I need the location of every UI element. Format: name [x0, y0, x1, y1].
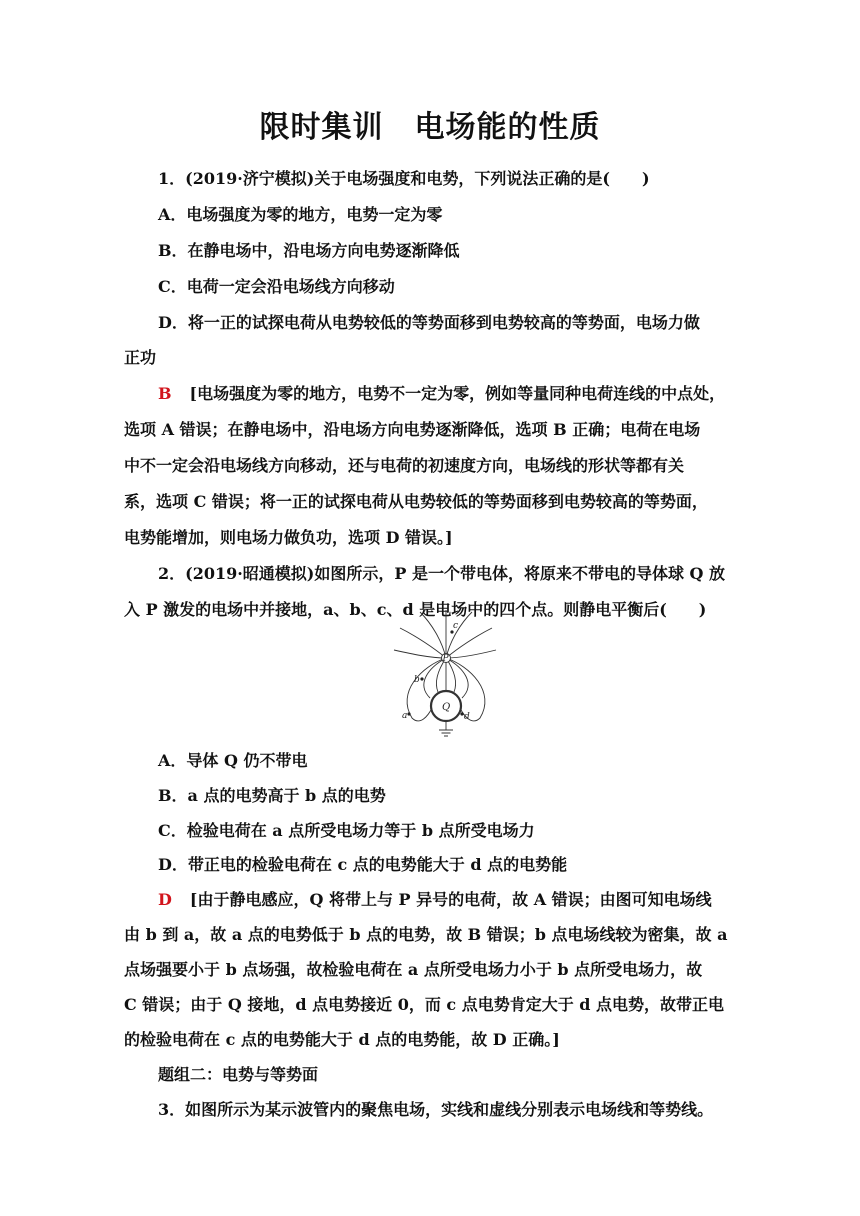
q1-explanation-line: 系，选项 C 错误；将一正的试探电荷从电势较低的等势面移到电势较高的等势面，: [124, 492, 708, 511]
label-b: b: [414, 675, 420, 685]
label-c: c: [453, 621, 459, 631]
group-heading: 题组二：电势与等势面: [158, 1065, 319, 1084]
q2-stem-cont: 入 P 激发的电场中并接地，a、b、c、d 是电场中的四个点。则静电平衡后( ): [124, 600, 707, 619]
q1-option-d: D．将一正的试探电荷从电势较低的等势面移到电势较高的等势面，电场力做: [158, 313, 700, 332]
electric-field-figure: [392, 606, 498, 738]
q2-answer: D: [158, 890, 172, 909]
q1-explanation-line: 选项 A 错误；在静电场中，沿电场方向电势逐渐降低，选项 B 正确；电荷在电场: [124, 420, 701, 439]
q3-stem: 3．如图所示为某示波管内的聚焦电场，实线和虚线分别表示电场线和等势线。: [158, 1100, 714, 1119]
q1-stem: 1．(2019·济宁模拟)关于电场强度和电势，下列说法正确的是( ): [158, 169, 650, 188]
page-title: 限时集训 电场能的性质: [259, 110, 601, 145]
q1-option-b: B．在静电场中，沿电场方向电势逐渐降低: [158, 241, 460, 260]
q1-explanation-line: B [电场强度为零的地方，电势不一定为零，例如等量同种电荷连线的中点处，: [158, 384, 726, 403]
q2-explanation-line: C 错误；由于 Q 接地，d 点电势接近 0，而 c 点电势肯定大于 d 点电势，故带正电: [124, 995, 725, 1014]
q1-option-a: A．电场强度为零的地方，电势一定为零: [158, 205, 443, 224]
label-p: P: [442, 654, 449, 664]
q2-explanation-line: D [由于静电感应，Q 将带上与 P 异号的电荷，故 A 错误；由图可知电场线: [158, 890, 712, 909]
label-a: a: [402, 711, 408, 721]
q2-option-b: B．a 点的电势高于 b 点的电势: [158, 786, 386, 805]
q1-option-c: C．电荷一定会沿电场线方向移动: [158, 277, 395, 296]
q2-option-d: D．带正电的检验电荷在 c 点的电势能大于 d 点的电势能: [158, 855, 568, 874]
q2-explanation-line: 点场强要小于 b 点场强，故检验电荷在 a 点所受电场力小于 b 点所受电场力，故: [124, 960, 703, 979]
q2-stem: 2．(2019·昭通模拟)如图所示，P 是一个带电体，将原来不带电的导体球 Q 放: [158, 564, 726, 583]
q1-explanation-line: 电势能增加，则电场力做负功，选项 D 错误。]: [124, 528, 453, 547]
q1-explanation-line: 中不一定会沿电场线方向移动，还与电荷的初速度方向，电场线的形状等都有关: [124, 456, 685, 475]
q2-explanation-line: 的检验电荷在 c 点的电势能大于 d 点的电势能，故 D 正确。]: [124, 1030, 560, 1049]
q2-option-a: A．导体 Q 仍不带电: [158, 751, 308, 770]
q1-answer: B: [158, 384, 172, 403]
q1-option-d-cont: 正功: [124, 348, 157, 367]
q2-option-c: C．检验电荷在 a 点所受电场力等于 b 点所受电场力: [158, 821, 535, 840]
label-d: d: [464, 712, 470, 722]
label-q: Q: [442, 702, 451, 713]
q2-explanation-line: 由 b 到 a，故 a 点的电势低于 b 点的电势，故 B 错误；b 点电场线较为密集，故 a: [124, 925, 728, 944]
